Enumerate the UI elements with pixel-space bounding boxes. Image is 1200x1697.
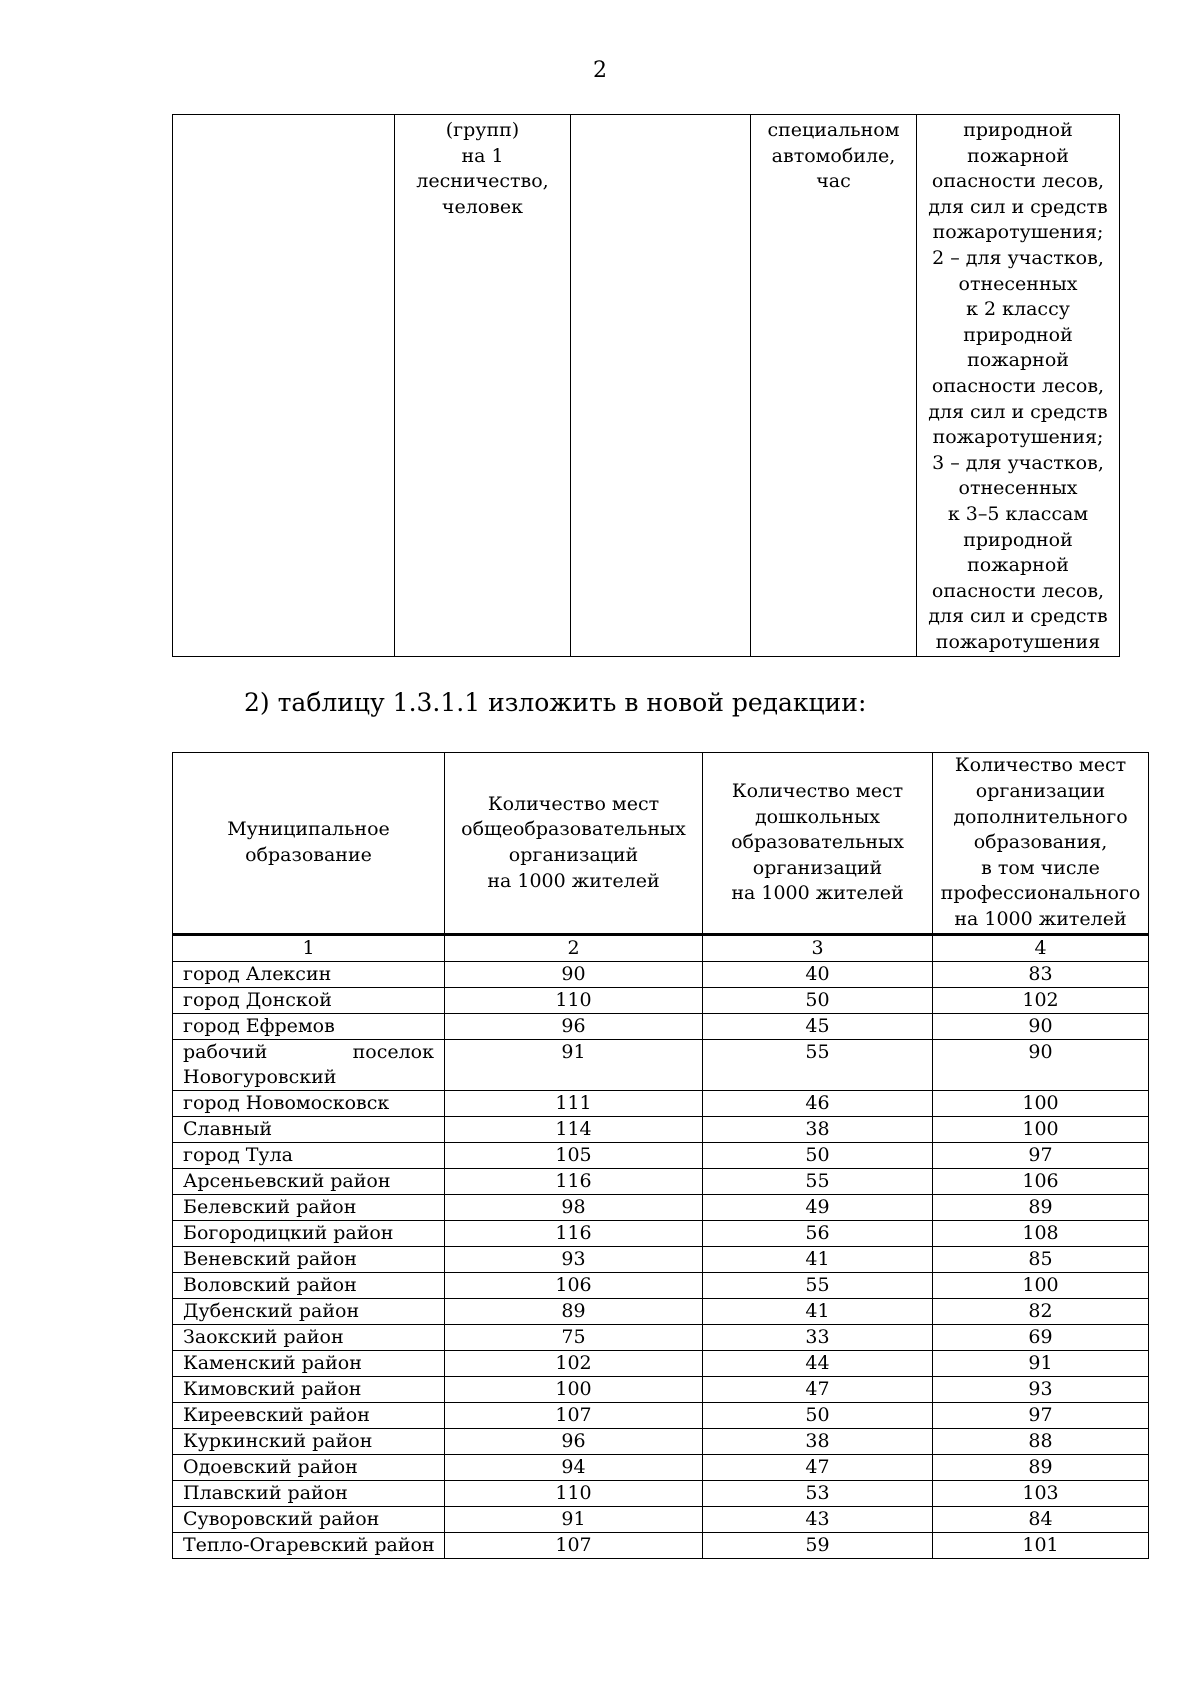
preschool-value: 55 <box>703 1273 933 1299</box>
general-education-value: 116 <box>445 1221 703 1247</box>
municipality-name: Арсеньевский район <box>173 1169 445 1195</box>
table-row <box>173 1481 1149 1507</box>
continuation-cell-4: специальном автомобиле, час <box>751 115 917 657</box>
table-row <box>173 1429 1149 1455</box>
municipality-name-part: поселок <box>352 1041 434 1063</box>
municipality-name: Куркинский район <box>173 1429 445 1455</box>
municipality-name: Каменский район <box>173 1351 445 1377</box>
column-number: 3 <box>703 935 933 962</box>
municipality-name: Славный <box>173 1117 445 1143</box>
header-municipality: Муниципальное образование <box>173 753 445 935</box>
general-education-value: 91 <box>445 1040 703 1091</box>
additional-education-value: 85 <box>933 1247 1149 1273</box>
column-number: 2 <box>445 935 703 962</box>
table-row <box>173 1533 1149 1559</box>
general-education-value: 111 <box>445 1091 703 1117</box>
header-general-education: Количество мест общеобразовательных организаций на 1000 жителей <box>445 753 703 935</box>
preschool-value: 50 <box>703 988 933 1014</box>
table-row <box>173 1351 1149 1377</box>
additional-education-value: 100 <box>933 1273 1149 1299</box>
municipality-name: Заокский район <box>173 1325 445 1351</box>
preschool-value: 47 <box>703 1455 933 1481</box>
additional-education-value: 83 <box>933 962 1149 988</box>
column-number: 4 <box>933 935 1149 962</box>
preschool-value: 41 <box>703 1247 933 1273</box>
additional-education-value: 106 <box>933 1169 1149 1195</box>
general-education-value: 89 <box>445 1299 703 1325</box>
header-row <box>173 753 1149 935</box>
column-number-row <box>173 935 1149 962</box>
general-education-value: 100 <box>445 1377 703 1403</box>
municipality-name: город Новомосковск <box>173 1091 445 1117</box>
preschool-value: 49 <box>703 1195 933 1221</box>
additional-education-value: 90 <box>933 1014 1149 1040</box>
municipality-name: город Тула <box>173 1143 445 1169</box>
preschool-value: 38 <box>703 1429 933 1455</box>
additional-education-value: 100 <box>933 1091 1149 1117</box>
municipality-name: Кимовский район <box>173 1377 445 1403</box>
preschool-value: 53 <box>703 1481 933 1507</box>
column-number: 1 <box>173 935 445 962</box>
general-education-value: 91 <box>445 1507 703 1533</box>
general-education-value: 107 <box>445 1533 703 1559</box>
additional-education-value: 108 <box>933 1221 1149 1247</box>
general-education-value: 107 <box>445 1403 703 1429</box>
table-row <box>173 115 1120 657</box>
preschool-value: 43 <box>703 1507 933 1533</box>
table-row <box>173 1507 1149 1533</box>
table-row <box>173 1117 1149 1143</box>
table-row <box>173 1143 1149 1169</box>
preschool-value: 33 <box>703 1325 933 1351</box>
additional-education-value: 91 <box>933 1351 1149 1377</box>
table-row <box>173 1377 1149 1403</box>
continuation-cell-5: природной пожарной опасности лесов, для сил и средств пожаротушения; 2 – для участков, отнесенных к 2 классу природной пожарной опасности лесов, для сил и средств пожаротушения; 3 – для участков, отнесенных к 3–5 классам природной пожарной опасности лесов, для сил и средств пожаротушения <box>917 115 1120 657</box>
additional-education-value: 89 <box>933 1455 1149 1481</box>
general-education-value: 110 <box>445 1481 703 1507</box>
municipality-name: город Алексин <box>173 962 445 988</box>
additional-education-value: 97 <box>933 1403 1149 1429</box>
municipality-name <box>173 1040 445 1091</box>
table-row <box>173 1195 1149 1221</box>
municipality-name: Белевский район <box>173 1195 445 1221</box>
education-places-table <box>172 752 1149 1559</box>
municipality-name: Веневский район <box>173 1247 445 1273</box>
table-row <box>173 1247 1149 1273</box>
general-education-value: 90 <box>445 962 703 988</box>
municipality-name: Одоевский район <box>173 1455 445 1481</box>
continuation-cell-2: (групп) на 1 лесничество, человек <box>395 115 571 657</box>
general-education-value: 93 <box>445 1247 703 1273</box>
table-row <box>173 1403 1149 1429</box>
table-caption: 2) таблицу 1.3.1.1 изложить в новой редакции: <box>244 688 867 717</box>
additional-education-value: 89 <box>933 1195 1149 1221</box>
table-row <box>173 1040 1149 1091</box>
preschool-value: 56 <box>703 1221 933 1247</box>
table-row <box>173 1014 1149 1040</box>
additional-education-value: 69 <box>933 1325 1149 1351</box>
additional-education-value: 102 <box>933 988 1149 1014</box>
general-education-value: 102 <box>445 1351 703 1377</box>
additional-education-value: 88 <box>933 1429 1149 1455</box>
general-education-value: 105 <box>445 1143 703 1169</box>
continuation-table <box>172 114 1120 657</box>
preschool-value: 55 <box>703 1169 933 1195</box>
general-education-value: 96 <box>445 1014 703 1040</box>
general-education-value: 98 <box>445 1195 703 1221</box>
municipality-name: город Ефремов <box>173 1014 445 1040</box>
preschool-value: 40 <box>703 962 933 988</box>
table-row <box>173 1091 1149 1117</box>
page-number: 2 <box>593 58 607 83</box>
municipality-name: Тепло-Огаревский район <box>173 1533 445 1559</box>
preschool-value: 59 <box>703 1533 933 1559</box>
municipality-name: Воловский район <box>173 1273 445 1299</box>
table-row <box>173 988 1149 1014</box>
preschool-value: 41 <box>703 1299 933 1325</box>
preschool-value: 47 <box>703 1377 933 1403</box>
table-row <box>173 1221 1149 1247</box>
table-row <box>173 1169 1149 1195</box>
general-education-value: 106 <box>445 1273 703 1299</box>
general-education-value: 110 <box>445 988 703 1014</box>
continuation-cell-3 <box>571 115 751 657</box>
municipality-name: город Донской <box>173 988 445 1014</box>
preschool-value: 45 <box>703 1014 933 1040</box>
preschool-value: 50 <box>703 1403 933 1429</box>
preschool-value: 44 <box>703 1351 933 1377</box>
preschool-value: 46 <box>703 1091 933 1117</box>
general-education-value: 114 <box>445 1117 703 1143</box>
header-additional-education: Количество мест организации дополнительного образования, в том числе профессионального на 1000 жителей <box>933 753 1149 935</box>
additional-education-value: 100 <box>933 1117 1149 1143</box>
municipality-name: Богородицкий район <box>173 1221 445 1247</box>
general-education-value: 75 <box>445 1325 703 1351</box>
municipality-name: Плавский район <box>173 1481 445 1507</box>
municipality-name: Киреевский район <box>173 1403 445 1429</box>
municipality-name: Суворовский район <box>173 1507 445 1533</box>
municipality-name-part: Новогуровский <box>183 1066 337 1088</box>
additional-education-value: 101 <box>933 1533 1149 1559</box>
table-row <box>173 1325 1149 1351</box>
table-row <box>173 962 1149 988</box>
municipality-name: Дубенский район <box>173 1299 445 1325</box>
preschool-value: 55 <box>703 1040 933 1091</box>
additional-education-value: 97 <box>933 1143 1149 1169</box>
municipality-name-part: рабочий <box>183 1041 268 1063</box>
general-education-value: 96 <box>445 1429 703 1455</box>
additional-education-value: 84 <box>933 1507 1149 1533</box>
continuation-cell-1 <box>173 115 395 657</box>
additional-education-value: 93 <box>933 1377 1149 1403</box>
additional-education-value: 103 <box>933 1481 1149 1507</box>
additional-education-value: 82 <box>933 1299 1149 1325</box>
table-row <box>173 1299 1149 1325</box>
general-education-value: 94 <box>445 1455 703 1481</box>
additional-education-value: 90 <box>933 1040 1149 1091</box>
preschool-value: 50 <box>703 1143 933 1169</box>
table-row <box>173 1455 1149 1481</box>
table-row <box>173 1273 1149 1299</box>
general-education-value: 116 <box>445 1169 703 1195</box>
preschool-value: 38 <box>703 1117 933 1143</box>
header-preschool: Количество мест дошкольных образовательных организаций на 1000 жителей <box>703 753 933 935</box>
